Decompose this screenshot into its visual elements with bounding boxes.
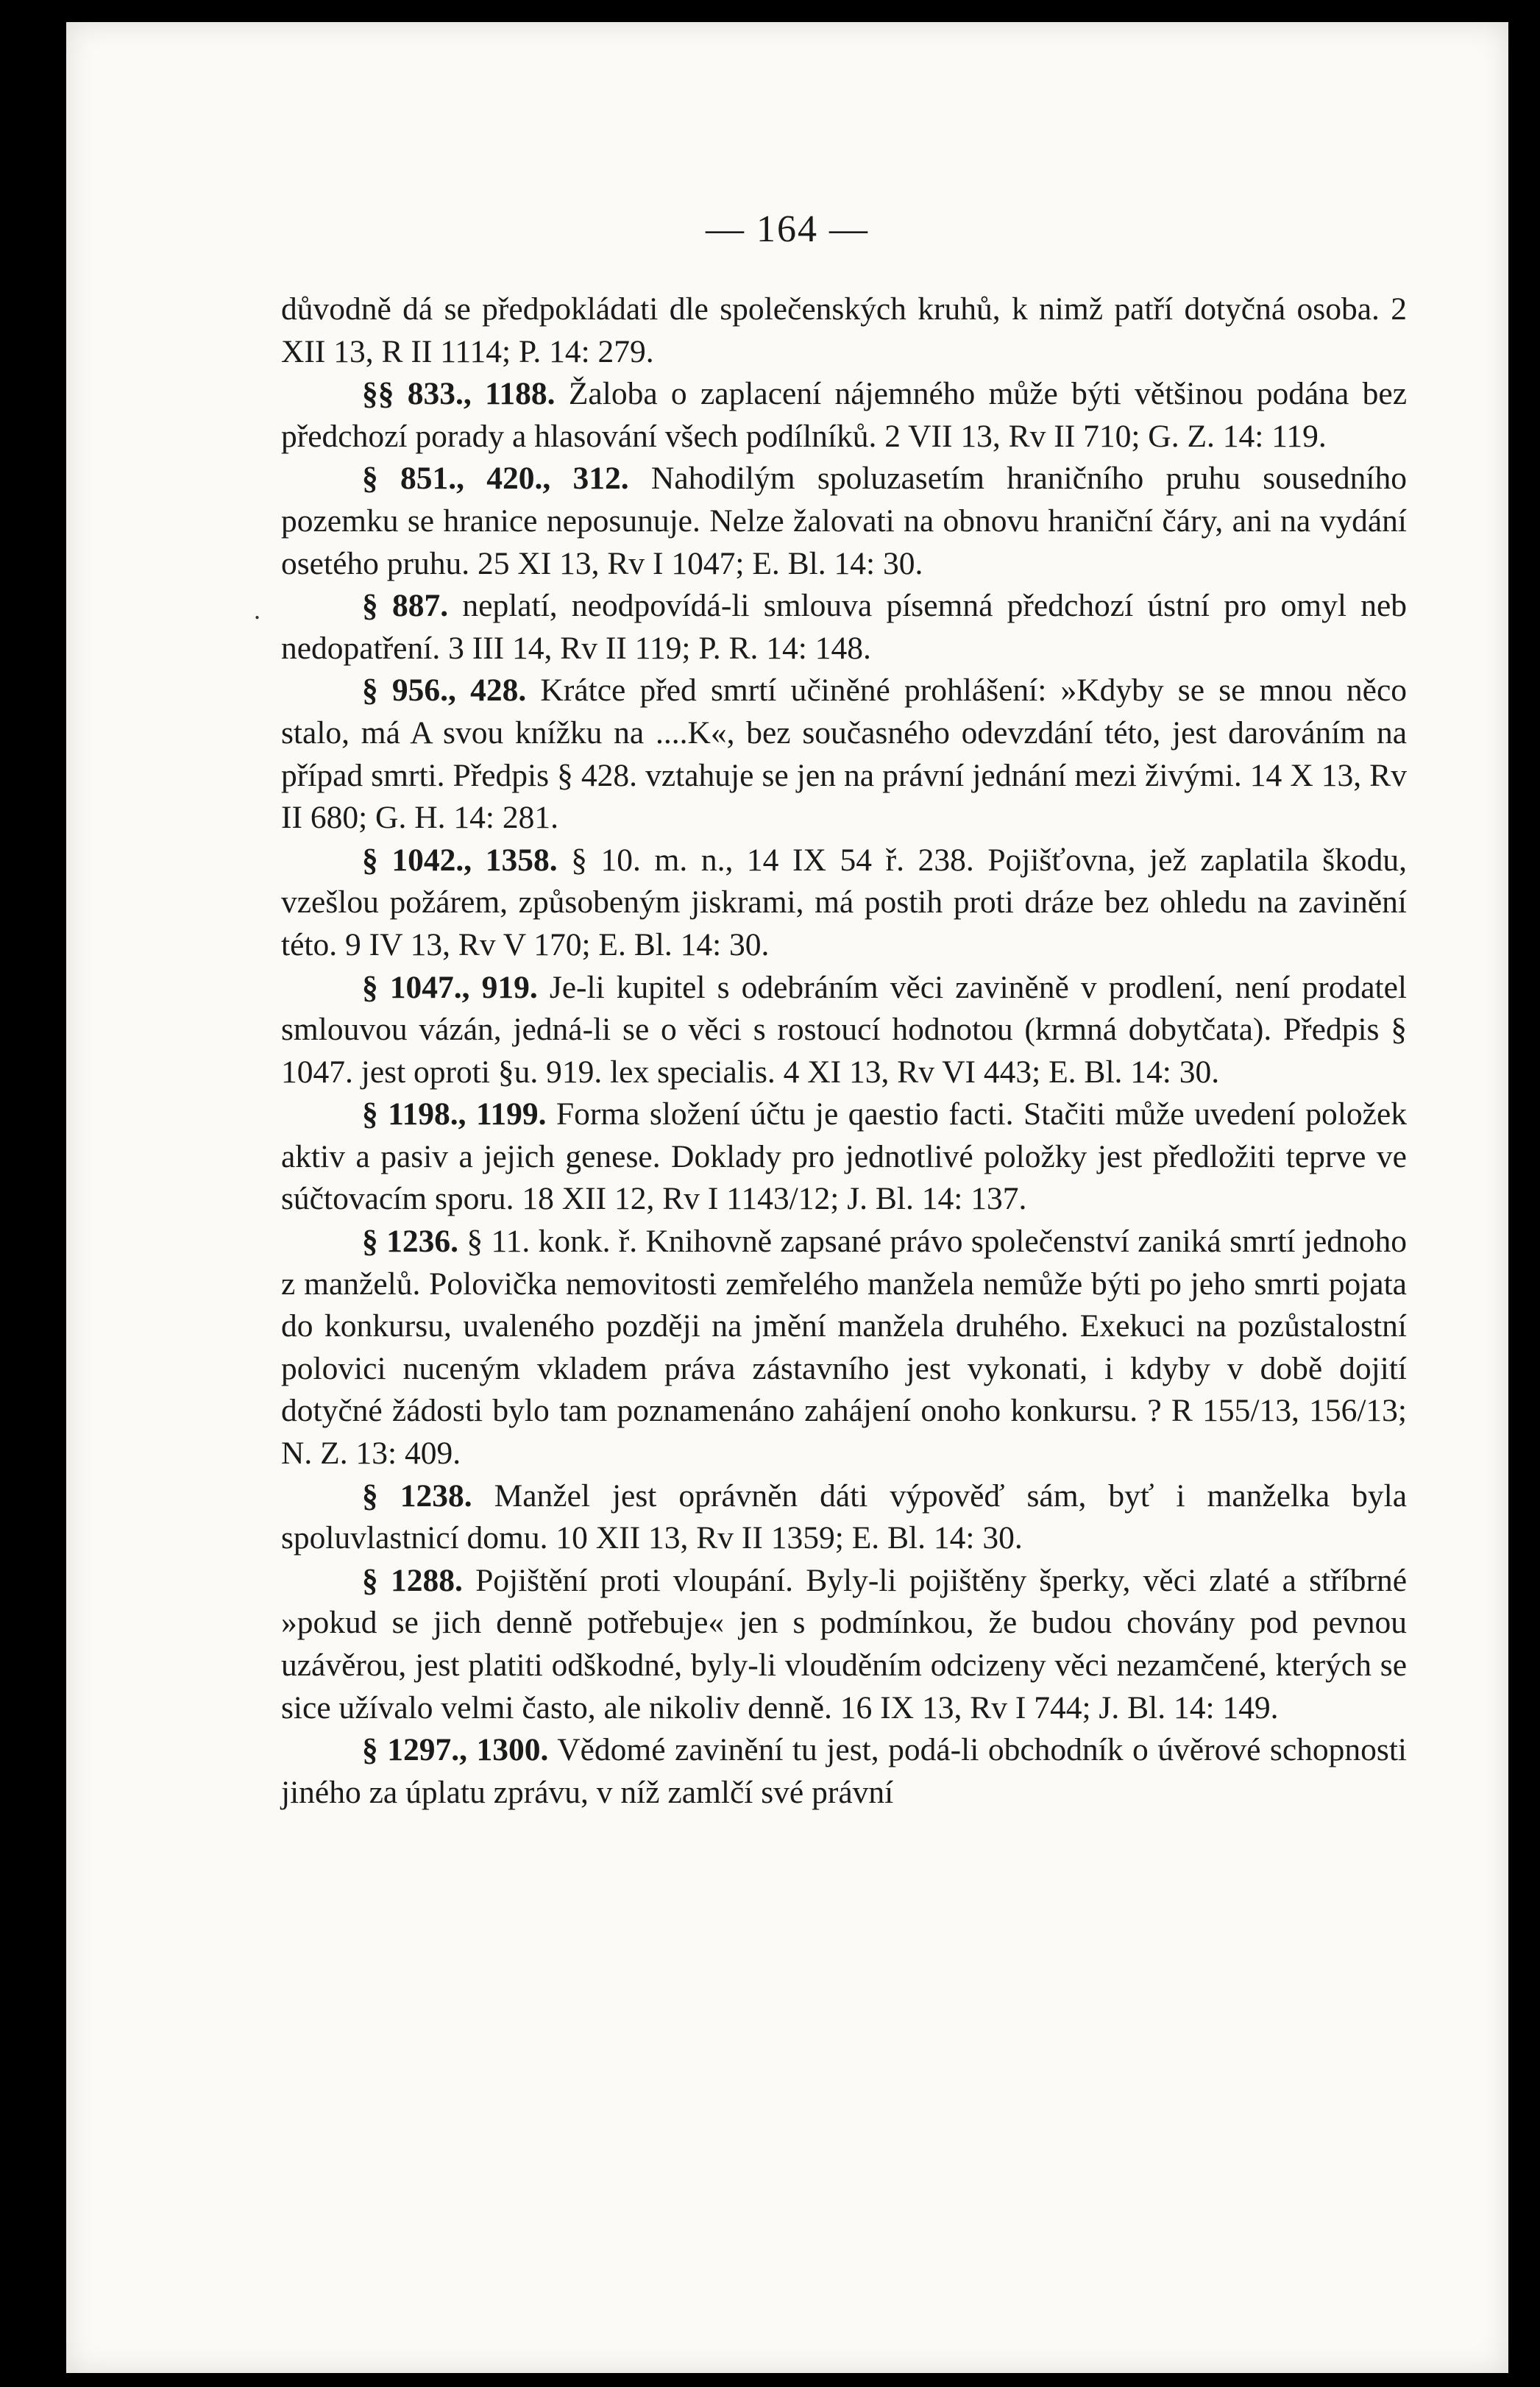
paragraph-text: § 10. m. n., 14 IX 54 ř. 238. Pojišťovna, jež zaplatila škodu, vzešlou požárem, způsobeným jiskrami, má postih proti dráze bez ohledu na zavinění této. 9 IV 13, Rv V 170; E. Bl. 14: 30. [281,842,1408,962]
paragraph-1198 [281,1093,1407,1221]
section-reference: § 956., 428. [362,673,527,709]
section-reference: §§ 833., 1188. [362,376,556,412]
section-reference: § 1198., 1199. [362,1096,547,1132]
paragraph-1236 [281,1221,1407,1475]
section-reference: § 1238. [362,1478,472,1514]
stray-mark: . [254,595,260,625]
paragraph-887 [281,585,1407,670]
section-reference: § 1236. [362,1224,458,1260]
section-reference: § 887. [362,588,449,624]
paragraph-text: § 11. konk. ř. Knihovně zapsané právo společenství zaniká smrtí jednoho z manželů. Polovička nemovitosti zemřelého manžela nemůže býti po jeho smrti pojata do konkursu, uvaleného později na jmění manžela druhého. Exekuci na pozůstalostní polovici nuceným vkladem práva zástavního jest vykonati, i kdyby v době dojití dotyčné žádosti bylo tam poznamenáno zahájení onoho konkursu. ? R 155/13, 156/13; N. Z. 13: 409. [281,1224,1407,1472]
paragraph-text: neplatí, neodpovídá-li smlouva písemná předchozí ústní pro omyl neb nedopatření. 3 III 14, Rv II 119; P. R. 14: 148. [281,588,1408,666]
paragraph-851 [281,458,1407,585]
paragraph-text: Je-li kupitel s odebráním věci zaviněně v prodlení, není prodatel smlouvou vázán, jedná-li se o věci s rostoucí hodnotou (krmná dobytčata). Předpis § 1047. jest oproti §u. 919. lex specialis. 4 XI 13, Rv VI 443; E. Bl. 14: 30. [281,969,1408,1090]
page-number: — 164 — [706,208,869,250]
page-text [281,288,1407,1814]
section-reference: § 1042., 1358. [362,842,558,878]
paragraph-1297 [281,1729,1407,1814]
paragraph-text: Žaloba o zaplacení nájemného může býti většinou podána bez předchozí porady a hlasování všech podílníků. 2 VII 13, Rv II 710; G. Z. 14: 119. [281,376,1407,454]
paragraph-text: Vědomé zavinění tu jest, podá-li obchodník o úvěrové schopnosti jiného za úplatu zprávu, v níž zamlčí své právní [281,1732,1408,1810]
paragraph-text: Forma složení účtu je qaestio facti. Stačiti může uvedení položek aktiv a pasiv a jejich genese. Doklady pro jednotlivé položky jest předložiti teprve ve súčtovacím sporu. 18 XII 12, Rv I 1143/12; J. Bl. 14: 137. [281,1096,1408,1217]
paragraph-text: Nahodilým spoluzasetím hraničního pruhu sousedního pozemku se hranice neposunuje. Nelze žalovati na obnovu hraniční čáry, ani na vydání osetého pruhu. 25 XI 13, Rv I 1047; E. Bl. 14: 30. [281,461,1408,581]
paragraph-1047 [281,967,1407,1094]
paragraph-1238 [281,1475,1407,1560]
section-reference: § 1047., 919. [362,969,538,1005]
paragraph-833 [281,373,1407,458]
paragraph-text: Manžel jest oprávněn dáti výpověď sám, byť i manželka byla spoluvlastnicí domu. 10 XII 13, Rv II 1359; E. Bl. 14: 30. [281,1478,1408,1556]
paragraph-text: důvodně dá se předpokládati dle společenských kruhů, k nimž patří dotyčná osoba. 2 XII 13, R II 1114; P. 14: 279. [281,291,1407,369]
paragraph-1042 [281,840,1407,967]
paragraph-text: Pojištění proti vloupání. Byly-li pojištěny šperky, věci zlaté a stříbrné »pokud se jich denně potřebuje« jen s podmínkou, že budou chovány pod pevnou uzávěrou, jest platiti odškodné, byly-li vlouděním odcizeny věci nezamčené, kterých se sice užívalo velmi často, ale nikoliv denně. 16 IX 13, Rv I 744; J. Bl. 14: 149. [281,1562,1408,1725]
paragraph-text: Krátce před smrtí učiněné prohlášení: »Kdyby se se mnou něco stalo, má A svou knížku na ....K«, bez současného odevzdání této, jest darováním na případ smrti. Předpis § 428. vztahuje se jen na právní jednání mezi živými. 14 X 13, Rv II 680; G. H. 14: 281. [281,673,1408,836]
paragraph-continuation [281,288,1407,373]
paragraph-1288 [281,1560,1407,1729]
section-reference: § 1297., 1300. [362,1732,549,1768]
section-reference: § 851., 420., 312. [362,461,629,497]
paragraph-956 [281,670,1407,839]
section-reference: § 1288. [362,1562,463,1598]
